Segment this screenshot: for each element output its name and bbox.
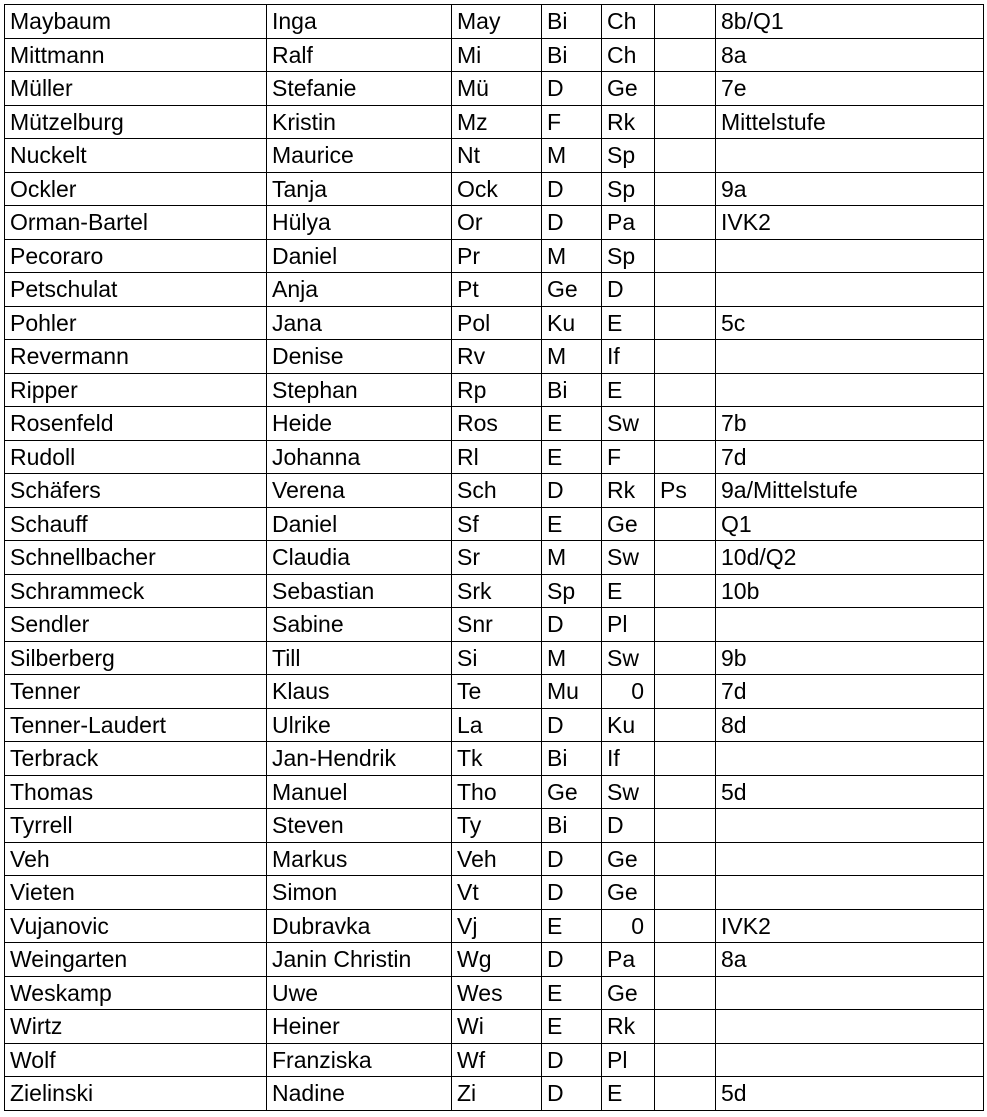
table-row [5, 239, 984, 273]
first-name-cell: Heiner [267, 1010, 452, 1044]
table-row [5, 306, 984, 340]
table-row [5, 574, 984, 608]
abbreviation-cell: Te [452, 675, 542, 709]
class-cell: 5d [716, 1077, 984, 1111]
table-row [5, 675, 984, 709]
surname-cell: Veh [5, 842, 267, 876]
first-name-cell: Franziska [267, 1043, 452, 1077]
first-name-cell: Stephan [267, 373, 452, 407]
subject-1-cell: D [542, 876, 602, 910]
subject-2-cell: Sw [602, 541, 655, 575]
first-name-cell: Janin Christin [267, 943, 452, 977]
subject-1-cell: Ge [542, 273, 602, 307]
surname-cell: Ripper [5, 373, 267, 407]
surname-cell: Orman-Bartel [5, 206, 267, 240]
subject-3-cell [655, 608, 716, 642]
subject-1-cell: E [542, 440, 602, 474]
class-cell [716, 876, 984, 910]
table-row [5, 876, 984, 910]
subject-2-cell: Ge [602, 507, 655, 541]
class-cell: 7b [716, 407, 984, 441]
first-name-cell: Jan-Hendrik [267, 742, 452, 776]
subject-3-cell [655, 72, 716, 106]
subject-2-cell: Sp [602, 172, 655, 206]
subject-1-cell: Bi [542, 38, 602, 72]
abbreviation-cell: Sch [452, 474, 542, 508]
subject-2-cell: Sw [602, 775, 655, 809]
table-row [5, 507, 984, 541]
table-row [5, 407, 984, 441]
abbreviation-cell: Sf [452, 507, 542, 541]
surname-cell: Ockler [5, 172, 267, 206]
subject-2-cell: F [602, 440, 655, 474]
table-row [5, 809, 984, 843]
surname-cell: Schauff [5, 507, 267, 541]
table-row [5, 641, 984, 675]
abbreviation-cell: Pol [452, 306, 542, 340]
abbreviation-cell: Nt [452, 139, 542, 173]
first-name-cell: Anja [267, 273, 452, 307]
subject-3-cell [655, 139, 716, 173]
abbreviation-cell: Ock [452, 172, 542, 206]
subject-1-cell: E [542, 507, 602, 541]
table-row [5, 474, 984, 508]
surname-cell: Zielinski [5, 1077, 267, 1111]
class-cell: 8b/Q1 [716, 5, 984, 39]
class-cell: Mittelstufe [716, 105, 984, 139]
class-cell: 10d/Q2 [716, 541, 984, 575]
table-row [5, 842, 984, 876]
subject-3-cell [655, 842, 716, 876]
subject-1-cell: Bi [542, 373, 602, 407]
subject-2-cell: Sw [602, 407, 655, 441]
class-cell [716, 809, 984, 843]
abbreviation-cell: Wf [452, 1043, 542, 1077]
table-row [5, 172, 984, 206]
table-row [5, 206, 984, 240]
table-row [5, 909, 984, 943]
abbreviation-cell: Rl [452, 440, 542, 474]
subject-3-cell [655, 172, 716, 206]
subject-2-cell: Rk [602, 474, 655, 508]
surname-cell: Pohler [5, 306, 267, 340]
abbreviation-cell: Or [452, 206, 542, 240]
abbreviation-cell: Pt [452, 273, 542, 307]
surname-cell: Weskamp [5, 976, 267, 1010]
subject-3-cell [655, 239, 716, 273]
surname-cell: Schäfers [5, 474, 267, 508]
subject-2-cell: Pl [602, 1043, 655, 1077]
table-row [5, 1043, 984, 1077]
subject-1-cell: D [542, 1077, 602, 1111]
first-name-cell: Denise [267, 340, 452, 374]
subject-3-cell [655, 675, 716, 709]
table-row [5, 340, 984, 374]
first-name-cell: Inga [267, 5, 452, 39]
subject-1-cell: Bi [542, 5, 602, 39]
class-cell [716, 340, 984, 374]
subject-3-cell [655, 38, 716, 72]
subject-3-cell [655, 340, 716, 374]
table-row [5, 708, 984, 742]
abbreviation-cell: Ros [452, 407, 542, 441]
first-name-cell: Stefanie [267, 72, 452, 106]
abbreviation-cell: Si [452, 641, 542, 675]
subject-1-cell: D [542, 1043, 602, 1077]
first-name-cell: Manuel [267, 775, 452, 809]
subject-3-cell [655, 507, 716, 541]
subject-3-cell [655, 574, 716, 608]
subject-3-cell [655, 1043, 716, 1077]
subject-2-cell: Sp [602, 239, 655, 273]
subject-3-cell [655, 876, 716, 910]
surname-cell: Schrammeck [5, 574, 267, 608]
class-cell: IVK2 [716, 206, 984, 240]
subject-1-cell: F [542, 105, 602, 139]
subject-1-cell: E [542, 909, 602, 943]
surname-cell: Nuckelt [5, 139, 267, 173]
class-cell: 10b [716, 574, 984, 608]
surname-cell: Mützelburg [5, 105, 267, 139]
subject-3-cell [655, 5, 716, 39]
table-row [5, 608, 984, 642]
subject-2-cell: E [602, 306, 655, 340]
surname-cell: Petschulat [5, 273, 267, 307]
subject-3-cell [655, 708, 716, 742]
class-cell [716, 742, 984, 776]
subject-3-cell [655, 775, 716, 809]
subject-2-cell: E [602, 574, 655, 608]
table-row [5, 72, 984, 106]
subject-2-cell: Pa [602, 206, 655, 240]
class-cell: 8a [716, 38, 984, 72]
class-cell: 5c [716, 306, 984, 340]
subject-1-cell: Mu [542, 675, 602, 709]
abbreviation-cell: Veh [452, 842, 542, 876]
subject-3-cell [655, 541, 716, 575]
class-cell: 8a [716, 943, 984, 977]
first-name-cell: Hülya [267, 206, 452, 240]
class-cell [716, 273, 984, 307]
first-name-cell: Jana [267, 306, 452, 340]
abbreviation-cell: Wg [452, 943, 542, 977]
abbreviation-cell: Mz [452, 105, 542, 139]
subject-3-cell [655, 105, 716, 139]
surname-cell: Vieten [5, 876, 267, 910]
subject-3-cell [655, 943, 716, 977]
subject-3-cell [655, 273, 716, 307]
subject-3-cell [655, 306, 716, 340]
class-cell: 9b [716, 641, 984, 675]
surname-cell: Silberberg [5, 641, 267, 675]
first-name-cell: Simon [267, 876, 452, 910]
subject-1-cell: D [542, 708, 602, 742]
table-row [5, 541, 984, 575]
subject-3-cell [655, 742, 716, 776]
subject-3-cell [655, 1077, 716, 1111]
class-cell [716, 608, 984, 642]
subject-1-cell: E [542, 976, 602, 1010]
subject-3-cell [655, 407, 716, 441]
abbreviation-cell: Tho [452, 775, 542, 809]
subject-2-cell: Rk [602, 105, 655, 139]
surname-cell: Vujanovic [5, 909, 267, 943]
first-name-cell: Kristin [267, 105, 452, 139]
subject-3-cell [655, 909, 716, 943]
class-cell: 7d [716, 675, 984, 709]
abbreviation-cell: Vj [452, 909, 542, 943]
abbreviation-cell: Wi [452, 1010, 542, 1044]
subject-2-cell: D [602, 809, 655, 843]
subject-2-cell: Ch [602, 38, 655, 72]
subject-1-cell: D [542, 943, 602, 977]
subject-1-cell: D [542, 72, 602, 106]
table-row [5, 742, 984, 776]
subject-1-cell: D [542, 474, 602, 508]
table-row [5, 139, 984, 173]
first-name-cell: Uwe [267, 976, 452, 1010]
first-name-cell: Sebastian [267, 574, 452, 608]
surname-cell: Schnellbacher [5, 541, 267, 575]
abbreviation-cell: Mi [452, 38, 542, 72]
first-name-cell: Heide [267, 407, 452, 441]
table-row [5, 775, 984, 809]
surname-cell: Thomas [5, 775, 267, 809]
class-cell [716, 239, 984, 273]
class-cell: 8d [716, 708, 984, 742]
subject-2-cell: 0 [602, 675, 655, 709]
subject-1-cell: Bi [542, 742, 602, 776]
first-name-cell: Maurice [267, 139, 452, 173]
subject-2-cell: 0 [602, 909, 655, 943]
subject-1-cell: Ku [542, 306, 602, 340]
surname-cell: Maybaum [5, 5, 267, 39]
first-name-cell: Claudia [267, 541, 452, 575]
subject-3-cell [655, 373, 716, 407]
abbreviation-cell: Pr [452, 239, 542, 273]
abbreviation-cell: Vt [452, 876, 542, 910]
subject-1-cell: M [542, 541, 602, 575]
subject-2-cell: If [602, 742, 655, 776]
surname-cell: Mittmann [5, 38, 267, 72]
surname-cell: Pecoraro [5, 239, 267, 273]
abbreviation-cell: May [452, 5, 542, 39]
class-cell: 7e [716, 72, 984, 106]
table-row [5, 38, 984, 72]
surname-cell: Revermann [5, 340, 267, 374]
surname-cell: Tyrrell [5, 809, 267, 843]
subject-3-cell [655, 440, 716, 474]
subject-2-cell: Pl [602, 608, 655, 642]
subject-3-cell [655, 206, 716, 240]
class-cell [716, 1010, 984, 1044]
class-cell [716, 139, 984, 173]
class-cell [716, 976, 984, 1010]
table-row [5, 1077, 984, 1111]
table-row [5, 5, 984, 39]
subject-3-cell [655, 976, 716, 1010]
class-cell: 9a/Mittelstufe [716, 474, 984, 508]
teacher-table [4, 4, 984, 1111]
subject-2-cell: Rk [602, 1010, 655, 1044]
class-cell [716, 373, 984, 407]
surname-cell: Tenner [5, 675, 267, 709]
subject-1-cell: E [542, 407, 602, 441]
table-row [5, 373, 984, 407]
class-cell [716, 1043, 984, 1077]
class-cell: 5d [716, 775, 984, 809]
first-name-cell: Johanna [267, 440, 452, 474]
first-name-cell: Sabine [267, 608, 452, 642]
surname-cell: Sendler [5, 608, 267, 642]
abbreviation-cell: Srk [452, 574, 542, 608]
subject-3-cell [655, 641, 716, 675]
first-name-cell: Steven [267, 809, 452, 843]
first-name-cell: Nadine [267, 1077, 452, 1111]
subject-1-cell: M [542, 239, 602, 273]
class-cell: 7d [716, 440, 984, 474]
table-body [5, 5, 984, 1111]
table-row [5, 943, 984, 977]
first-name-cell: Klaus [267, 675, 452, 709]
subject-1-cell: D [542, 842, 602, 876]
subject-1-cell: M [542, 641, 602, 675]
table-row [5, 976, 984, 1010]
first-name-cell: Dubravka [267, 909, 452, 943]
class-cell: Q1 [716, 507, 984, 541]
abbreviation-cell: Sr [452, 541, 542, 575]
abbreviation-cell: Rv [452, 340, 542, 374]
first-name-cell: Till [267, 641, 452, 675]
abbreviation-cell: Rp [452, 373, 542, 407]
subject-2-cell: D [602, 273, 655, 307]
subject-2-cell: Ch [602, 5, 655, 39]
subject-2-cell: Ge [602, 842, 655, 876]
subject-1-cell: E [542, 1010, 602, 1044]
subject-1-cell: M [542, 139, 602, 173]
subject-2-cell: Sw [602, 641, 655, 675]
class-cell [716, 842, 984, 876]
class-cell: 9a [716, 172, 984, 206]
first-name-cell: Ulrike [267, 708, 452, 742]
subject-1-cell: D [542, 172, 602, 206]
subject-2-cell: If [602, 340, 655, 374]
abbreviation-cell: Snr [452, 608, 542, 642]
abbreviation-cell: Ty [452, 809, 542, 843]
table-row [5, 105, 984, 139]
abbreviation-cell: La [452, 708, 542, 742]
surname-cell: Müller [5, 72, 267, 106]
subject-1-cell: D [542, 206, 602, 240]
surname-cell: Weingarten [5, 943, 267, 977]
surname-cell: Tenner-Laudert [5, 708, 267, 742]
surname-cell: Wolf [5, 1043, 267, 1077]
subject-2-cell: Ge [602, 72, 655, 106]
abbreviation-cell: Zi [452, 1077, 542, 1111]
surname-cell: Rosenfeld [5, 407, 267, 441]
table-row [5, 1010, 984, 1044]
subject-2-cell: Ge [602, 976, 655, 1010]
subject-1-cell: Bi [542, 809, 602, 843]
subject-1-cell: M [542, 340, 602, 374]
table-row [5, 273, 984, 307]
subject-1-cell: Ge [542, 775, 602, 809]
abbreviation-cell: Wes [452, 976, 542, 1010]
abbreviation-cell: Mü [452, 72, 542, 106]
surname-cell: Terbrack [5, 742, 267, 776]
surname-cell: Rudoll [5, 440, 267, 474]
subject-3-cell [655, 809, 716, 843]
subject-2-cell: E [602, 1077, 655, 1111]
first-name-cell: Markus [267, 842, 452, 876]
first-name-cell: Tanja [267, 172, 452, 206]
first-name-cell: Ralf [267, 38, 452, 72]
subject-2-cell: Sp [602, 139, 655, 173]
subject-2-cell: E [602, 373, 655, 407]
subject-1-cell: D [542, 608, 602, 642]
subject-1-cell: Sp [542, 574, 602, 608]
subject-3-cell: Ps [655, 474, 716, 508]
class-cell: IVK2 [716, 909, 984, 943]
surname-cell: Wirtz [5, 1010, 267, 1044]
first-name-cell: Daniel [267, 507, 452, 541]
subject-2-cell: Ge [602, 876, 655, 910]
subject-2-cell: Ku [602, 708, 655, 742]
table-row [5, 440, 984, 474]
first-name-cell: Daniel [267, 239, 452, 273]
first-name-cell: Verena [267, 474, 452, 508]
abbreviation-cell: Tk [452, 742, 542, 776]
subject-3-cell [655, 1010, 716, 1044]
subject-2-cell: Pa [602, 943, 655, 977]
